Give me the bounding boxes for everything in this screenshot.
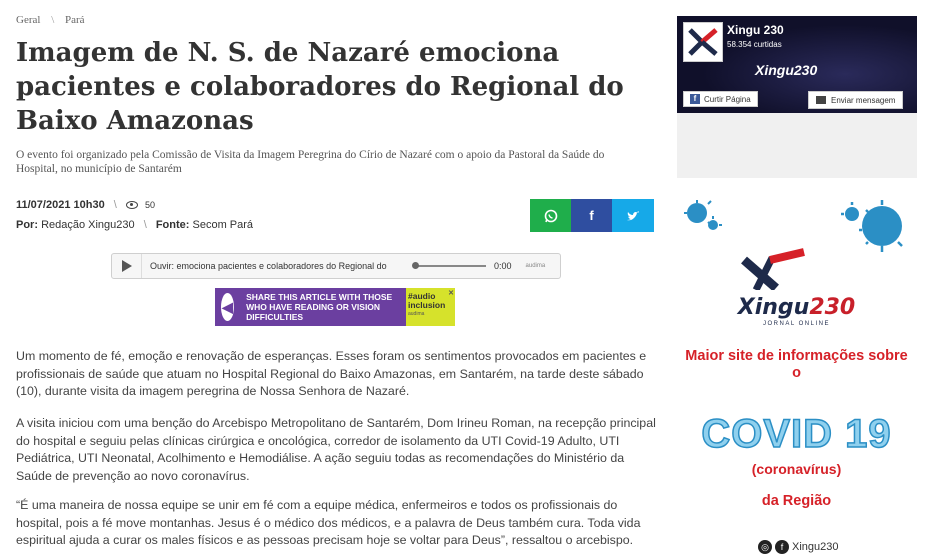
facebook-like-button[interactable]: [683, 91, 758, 107]
source-name: Secom Pará: [192, 219, 254, 231]
facebook-cover: [677, 16, 917, 113]
banner-right: [406, 288, 455, 326]
share-twitter-button[interactable]: [612, 199, 654, 232]
breadcrumb-separator: \: [51, 14, 55, 26]
ad-brand-number: 230: [809, 295, 856, 320]
play-button[interactable]: [112, 254, 142, 278]
facebook-page-name[interactable]: Xingu 230: [727, 23, 784, 37]
article-date: 11/07/2021 10h30: [16, 199, 105, 211]
breadcrumb-item-para[interactable]: Pará: [65, 14, 85, 26]
message-icon: [816, 96, 826, 104]
facebook-cover-brand: Xingu230: [755, 62, 818, 78]
audio-inclusion-banner[interactable]: [215, 288, 455, 326]
article-title: Imagem de N. S. de Nazaré emociona pacientes e colaboradores do Regional do Baixo Amazonas: [16, 38, 624, 136]
whatsapp-icon: [544, 209, 558, 223]
breadcrumb-item-geral[interactable]: Geral: [16, 14, 41, 26]
player-brand: audima: [525, 263, 546, 269]
article-paragraph: A visita iniciou com uma benção do Arcebispo Metropolitano de Santarém, Dom Irineu Roman, na recepção principal do hospital e seguiu pelas clínicas cirúrgica e oncológica, corredor de isolamento da UTI Covid-19 Adulto, UTI Pediátrica, UTI Neonatal, Acolhimento e Hemodiálise. A ação seguiu todas as recomendações do Ministério da Saúde de prevenção ao novo coronavírus.: [16, 416, 656, 483]
author-label: Por:: [16, 219, 38, 231]
covid-ad[interactable]: [684, 200, 909, 559]
article-subtitle: O evento foi organizado pela Comissão de Visita da Imagem Peregrina do Círio de Nazaré com o apoio da Pastoral da Saúde do Hospital, no município de Santarém: [16, 149, 605, 175]
breadcrumb: [16, 14, 85, 26]
meta-separator: \: [113, 199, 117, 211]
xingu-logo-icon[interactable]: [683, 22, 723, 62]
speaker-icon: ◀: [221, 293, 234, 321]
banner-left: [215, 288, 406, 326]
source-label: Fonte:: [155, 219, 190, 231]
share-facebook-button[interactable]: [571, 199, 612, 232]
virus-decoration-icon: [684, 200, 909, 290]
ad-covid-title: COVID 19: [701, 412, 892, 456]
facebook-icon: f: [775, 540, 789, 554]
facebook-message-button[interactable]: [808, 91, 903, 109]
article-meta-date: [16, 199, 155, 211]
ad-brand-sub: JORNAL ONLINE: [763, 321, 830, 327]
player-time: 0:00: [494, 261, 512, 271]
ad-brand-prefix: Xingu: [737, 295, 810, 320]
ad-brand: [684, 295, 909, 320]
article-paragraph: Um momento de fé, emoção e renovação de esperanças. Esses foram os sentimentos provocados em pacientes e profissionais de saúde que atuam no Hospital Regional do Baixo Amazonas, em Santarém, na tarde deste sábado (10), durante visita da imagem peregrina de Nossa Senhora de Nazaré.: [16, 349, 647, 398]
author-name: Redação Xingu230: [41, 219, 135, 231]
ad-social-handle: Xingu230: [792, 541, 839, 553]
player-progress-slider[interactable]: [414, 265, 486, 267]
ad-social: [758, 540, 839, 554]
facebook-like-label: Curtir Página: [704, 94, 751, 104]
article-views: 50: [144, 200, 155, 210]
banner-text: SHARE THIS ARTICLE WITH THOSE WHO HAVE READING OR VISION DIFFICULTIES: [246, 292, 393, 322]
meta-separator: \: [143, 219, 147, 231]
ad-corona-subtitle: (coronavírus): [751, 461, 842, 477]
facebook-page-widget: [677, 16, 917, 178]
facebook-likes: 58.354 curtidas: [727, 40, 782, 49]
instagram-icon: ◎: [758, 540, 772, 554]
close-icon[interactable]: ✕: [448, 290, 454, 297]
facebook-icon: f: [690, 94, 700, 104]
banner-tag: #audio inclusion: [408, 291, 446, 310]
eye-icon: [126, 201, 138, 209]
facebook-message-label: Enviar mensagem: [831, 95, 896, 105]
facebook-icon: f: [589, 208, 594, 223]
banner-brand: audima: [408, 311, 425, 317]
twitter-icon: [626, 210, 640, 222]
article-meta-author: [16, 219, 253, 231]
ad-headline: Maior site de informações sobre o: [685, 348, 908, 381]
ad-regiao: da Região: [761, 493, 832, 509]
player-text: Ouvir: emociona pacientes e colaboradores do Regional do: [150, 261, 387, 271]
article-paragraph: “É uma maneira de nossa equipe se unir em fé com a equipe médica, enfermeiros e todos os profissionais do hospital, pois a fé move montanhas. Jesus é o médico dos médicos, e a palavra de Deus também cura. Toda vida espiritual ajuda a curar os males físicos e as pessoas precisam hoje se voltar para Deus”, ressaltou o arcebispo.: [16, 498, 641, 547]
share-whatsapp-button[interactable]: [530, 199, 571, 232]
audio-player: [111, 253, 561, 279]
